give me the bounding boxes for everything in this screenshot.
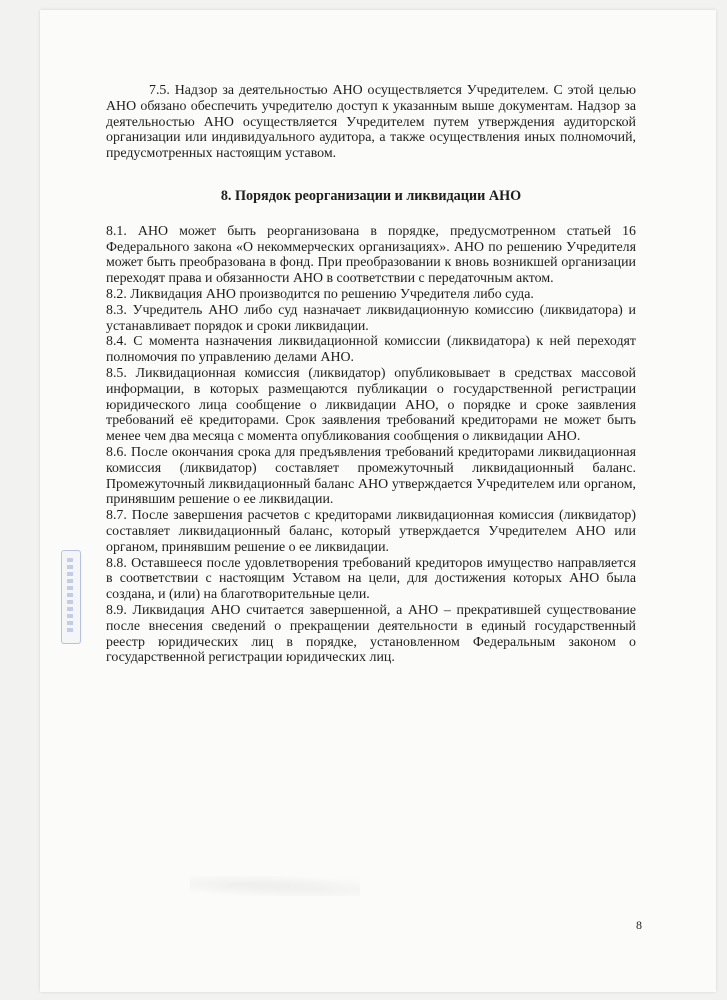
paragraph-8-1: 8.1. АНО может быть реорганизована в порядке, предусмотренном статьей 16 Федерального закона «О некоммерческих организациях». АНО по решению Учредителя может быть преобразована в фонд. При преобразовании к вновь возникшей организации переходят права и обязанности АНО в соответствии с передаточным актом. <box>106 223 636 287</box>
page-number: 8 <box>636 918 642 932</box>
paragraph-8-5: 8.5. Ликвидационная комиссия (ликвидатор) опубликовывает в средствах массовой информации, в которых размещаются публикации о государственной регистрации юридического лица сообщение о ликвидации АНО, о порядке и сроке заявления требований её кредиторами. Срок заявления требований кредиторами не может быть менее чем два месяца с момента опубликования сообщения о ликвидации АНО. <box>106 365 636 445</box>
paragraph-8-9: 8.9. Ликвидация АНО считается завершенной, а АНО – прекратившей существование после внесения сведений о прекращении деятельности в единый государственный реестр юридических лиц в порядке, установленном Федеральным законом о государственной регистрации юридических лиц. <box>106 602 636 666</box>
paragraph-8-6: 8.6. После окончания срока для предъявления требований кредиторами ликвидационная комиссия (ликвидатор) составляет промежуточный ликвидационный баланс. Промежуточный ликвидационный баланс АНО утверждается Учредителем или органом, принявшим решение о ее ликвидации. <box>106 444 636 508</box>
paragraph-8-2: 8.2. Ликвидация АНО производится по решению Учредителя либо суда. <box>106 286 534 302</box>
document-body <box>106 83 636 666</box>
section-heading: 8. Порядок реорганизации и ликвидации АНО <box>220 187 522 204</box>
paragraph-8-3: 8.3. Учредитель АНО либо суд назначает ликвидационную комиссию (ликвидатора) и устанавливает порядок и сроки ликвидации. <box>106 302 636 334</box>
document-page <box>40 10 716 992</box>
paragraph-8-4: 8.4. С момента назначения ликвидационной комиссии (ликвидатора) к ней переходят полномочия по управлению делами АНО. <box>106 334 636 366</box>
paragraph-7-5: 7.5. Надзор за деятельностью АНО осуществляется Учредителем. С этой целью АНО обязано обеспечить учредителю доступ к указанным выше документам. Надзор за деятельностью АНО осуществляется Учредителем путем утверждения аудиторской организации или индивидуального аудитора, а также осуществления иных полномочий, предусмотренных настоящим уставом. <box>106 83 636 162</box>
bleed-through-smudge <box>190 876 360 896</box>
paragraph-8-8: 8.8. Оставшееся после удовлетворения требований кредиторов имущество направляется в соответствии с настоящим Уставом на цели, для достижения которых АНО была создана, и (или) на благотворительные цели. <box>106 555 636 603</box>
margin-stamp-mark <box>67 558 73 634</box>
paragraph-8-7: 8.7. После завершения расчетов с кредиторами ликвидационная комиссия (ликвидатор) составляет ликвидационный баланс, который утверждается Учредителем АНО или органом, принявшим решение о ее ликвидации. <box>106 508 636 555</box>
